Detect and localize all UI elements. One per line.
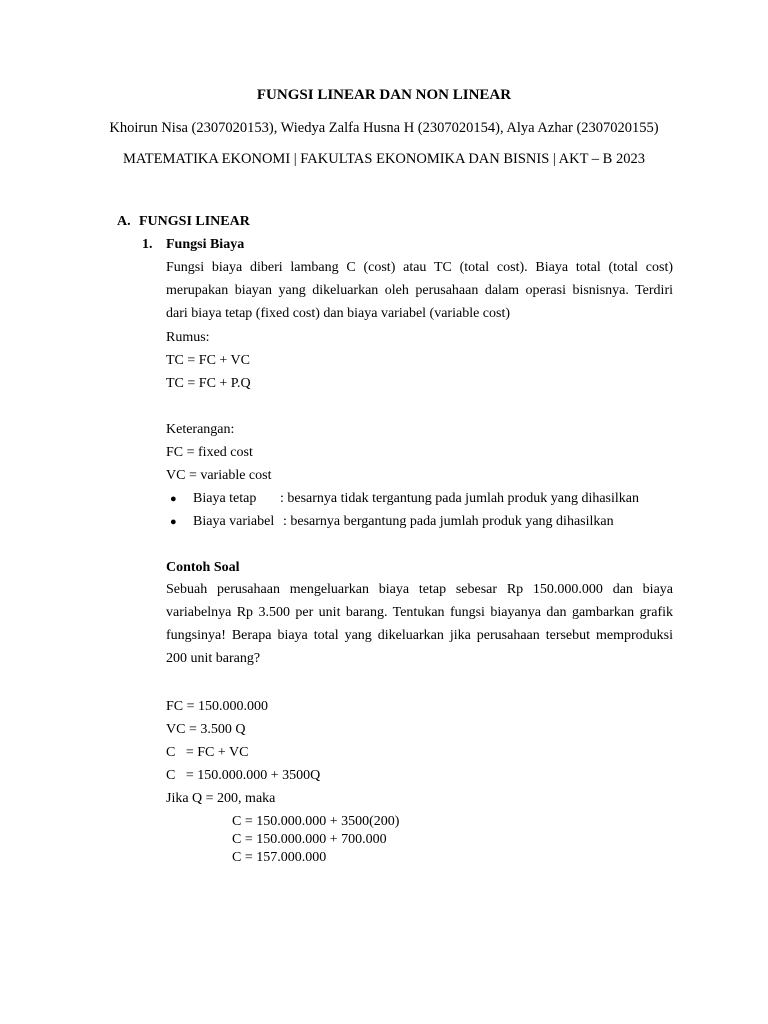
section-a-heading: FUNGSI LINEAR <box>139 214 250 229</box>
question-line: variabelnya Rp 3.500 per unit barang. Tentukan fungsi biayanya dan gambarkan grafik <box>166 605 673 620</box>
formula-line: TC = FC + P.Q <box>166 376 251 391</box>
paragraph-line: merupakan biayan yang dikeluarkan oleh perusahaan dalam operasi bisnisnya. Terdiri <box>166 283 673 298</box>
keterangan-label: Keterangan: <box>166 422 235 437</box>
solution-line: C = 150.000.000 + 3500Q <box>166 768 321 783</box>
bullet-icon: ● <box>170 493 177 505</box>
subsection-heading: Fungsi Biaya <box>166 237 245 252</box>
bullet-icon: ● <box>170 516 177 528</box>
subsection-marker: 1. <box>142 237 153 252</box>
paragraph-line: Fungsi biaya diberi lambang C (cost) atau TC (total cost). Biaya total (total cost) <box>166 260 673 275</box>
solution-line: Jika Q = 200, maka <box>166 791 276 806</box>
definition-paragraph <box>166 256 673 325</box>
example-heading: Contoh Soal <box>166 560 240 575</box>
solution-line: FC = 150.000.000 <box>166 699 269 714</box>
calculation-line: C = 150.000.000 + 3500(200) <box>232 814 400 829</box>
formula-line: TC = FC + VC <box>166 353 250 368</box>
calculation-line: C = 157.000.000 <box>232 850 327 865</box>
paragraph-line: dari biaya tetap (fixed cost) dan biaya variabel (variable cost) <box>166 306 511 321</box>
bullet-description: : besarnya bergantung pada jumlah produk yang dihasilkan <box>283 514 614 529</box>
question-line: Sebuah perusahaan mengeluarkan biaya tetap sebesar Rp 150.000.000 dan biaya <box>166 582 673 597</box>
solution-line: VC = 3.500 Q <box>166 722 246 737</box>
bullet-term: Biaya tetap <box>193 491 257 506</box>
section-a-marker: A. <box>117 214 131 229</box>
question-line: 200 unit barang? <box>166 651 261 666</box>
example-question <box>166 578 673 670</box>
document-title: FUNGSI LINEAR DAN NON LINEAR <box>256 87 512 103</box>
vc-definition: VC = variable cost <box>166 468 272 483</box>
rumus-label: Rumus: <box>166 330 210 345</box>
fc-definition: FC = fixed cost <box>166 445 253 460</box>
affiliation-line: MATEMATIKA EKONOMI | FAKULTAS EKONOMIKA DAN BISNIS | AKT – B 2023 <box>123 151 645 167</box>
author-line: Khoirun Nisa (2307020153), Wiedya Zalfa Husna H (2307020154), Alya Azhar (2307020155) <box>109 120 659 136</box>
bullet-description: : besarnya tidak tergantung pada jumlah produk yang dihasilkan <box>280 491 639 506</box>
question-line: fungsinya! Berapa biaya total yang dikeluarkan jika perusahaan tersebut memproduksi <box>166 628 673 643</box>
solution-line: C = FC + VC <box>166 745 249 760</box>
bullet-term: Biaya variabel <box>193 514 275 529</box>
calculation-line: C = 150.000.000 + 700.000 <box>232 832 387 847</box>
